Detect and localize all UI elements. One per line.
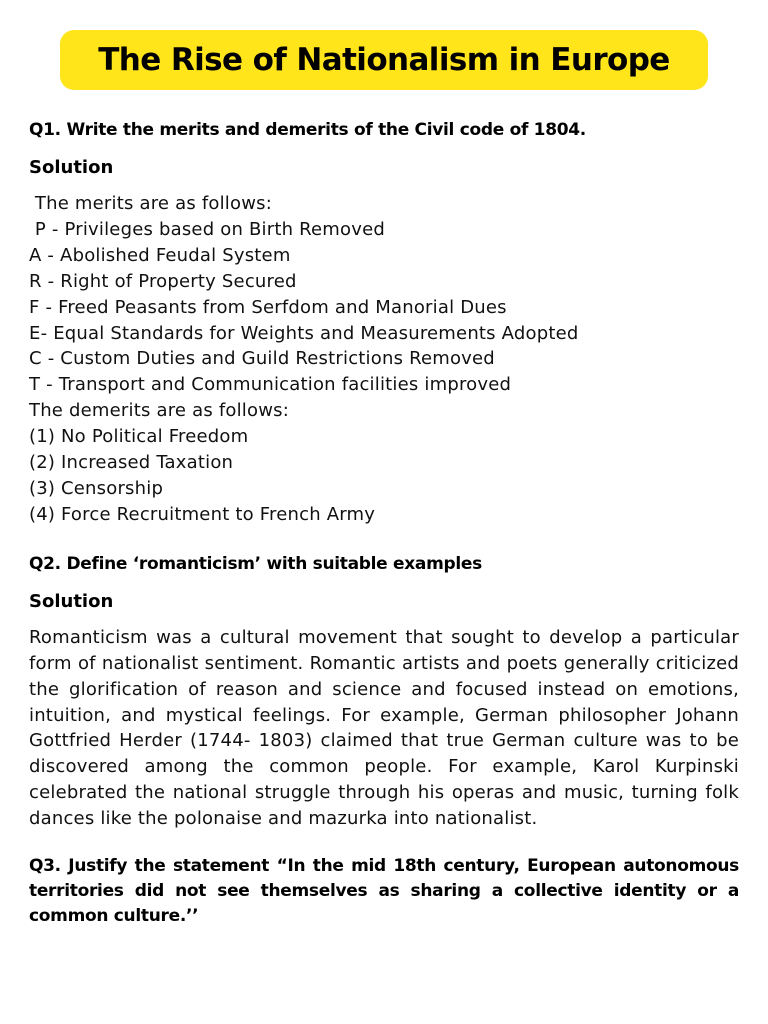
question-1-solution-label: Solution xyxy=(29,157,114,178)
question-1 xyxy=(29,118,739,528)
answer-line: The demerits are as follows: xyxy=(29,400,289,422)
answer-line: T - Transport and Communication facilities improved xyxy=(29,374,512,396)
answer-line: The merits are as follows: xyxy=(29,193,272,214)
answer-line: A - Abolished Feudal System xyxy=(29,244,291,266)
question-1-text: Q1. Write the merits and demerits of the Civil code of 1804. xyxy=(29,120,586,140)
document-body xyxy=(29,118,739,929)
answer-line: F - Freed Peasants from Serfdom and Manorial Dues xyxy=(29,296,507,318)
answer-line: (1) No Political Freedom xyxy=(29,426,249,448)
answer-line: C - Custom Duties and Guild Restrictions Removed xyxy=(29,348,495,370)
answer-line: E- Equal Standards for Weights and Measurements Adopted xyxy=(29,322,579,344)
answer-line: P - Privileges based on Birth Removed xyxy=(29,218,385,240)
question-2-answer: Romanticism was a cultural movement that sought to develop a particular form of nationalist sentiment. Romantic artists and poets generally criticized the glorification of reason and science and focused instead on emotions, intuition, and mystical feelings. For example, German philosopher Johann Gottfried Herder (1744- 1803) claimed that true German culture was to be discovered among the common people. For example, Karol Kurpinski celebrated the national struggle through his operas and music, turning folk dances like the polonaise and mazurka into nationalist. xyxy=(29,626,739,830)
page-title: The Rise of Nationalism in Europe xyxy=(98,42,670,78)
question-2 xyxy=(29,552,739,832)
question-3 xyxy=(29,854,739,929)
question-2-solution-label: Solution xyxy=(29,590,114,612)
answer-line: (4) Force Recruitment to French Army xyxy=(29,503,376,525)
answer-line: (3) Censorship xyxy=(29,477,164,499)
question-3-text: Q3. Justify the statement “In the mid 18th century, European autonomous territories did not see themselves as sharing a collective identity or a common culture.’’ xyxy=(29,856,739,927)
question-2-text: Q2. Define ‘romanticism’ with suitable examples xyxy=(29,553,482,574)
question-1-answer xyxy=(29,191,739,528)
answer-line: (2) Increased Taxation xyxy=(29,452,234,474)
title-banner xyxy=(60,30,708,90)
answer-line: R - Right of Property Secured xyxy=(29,270,297,292)
